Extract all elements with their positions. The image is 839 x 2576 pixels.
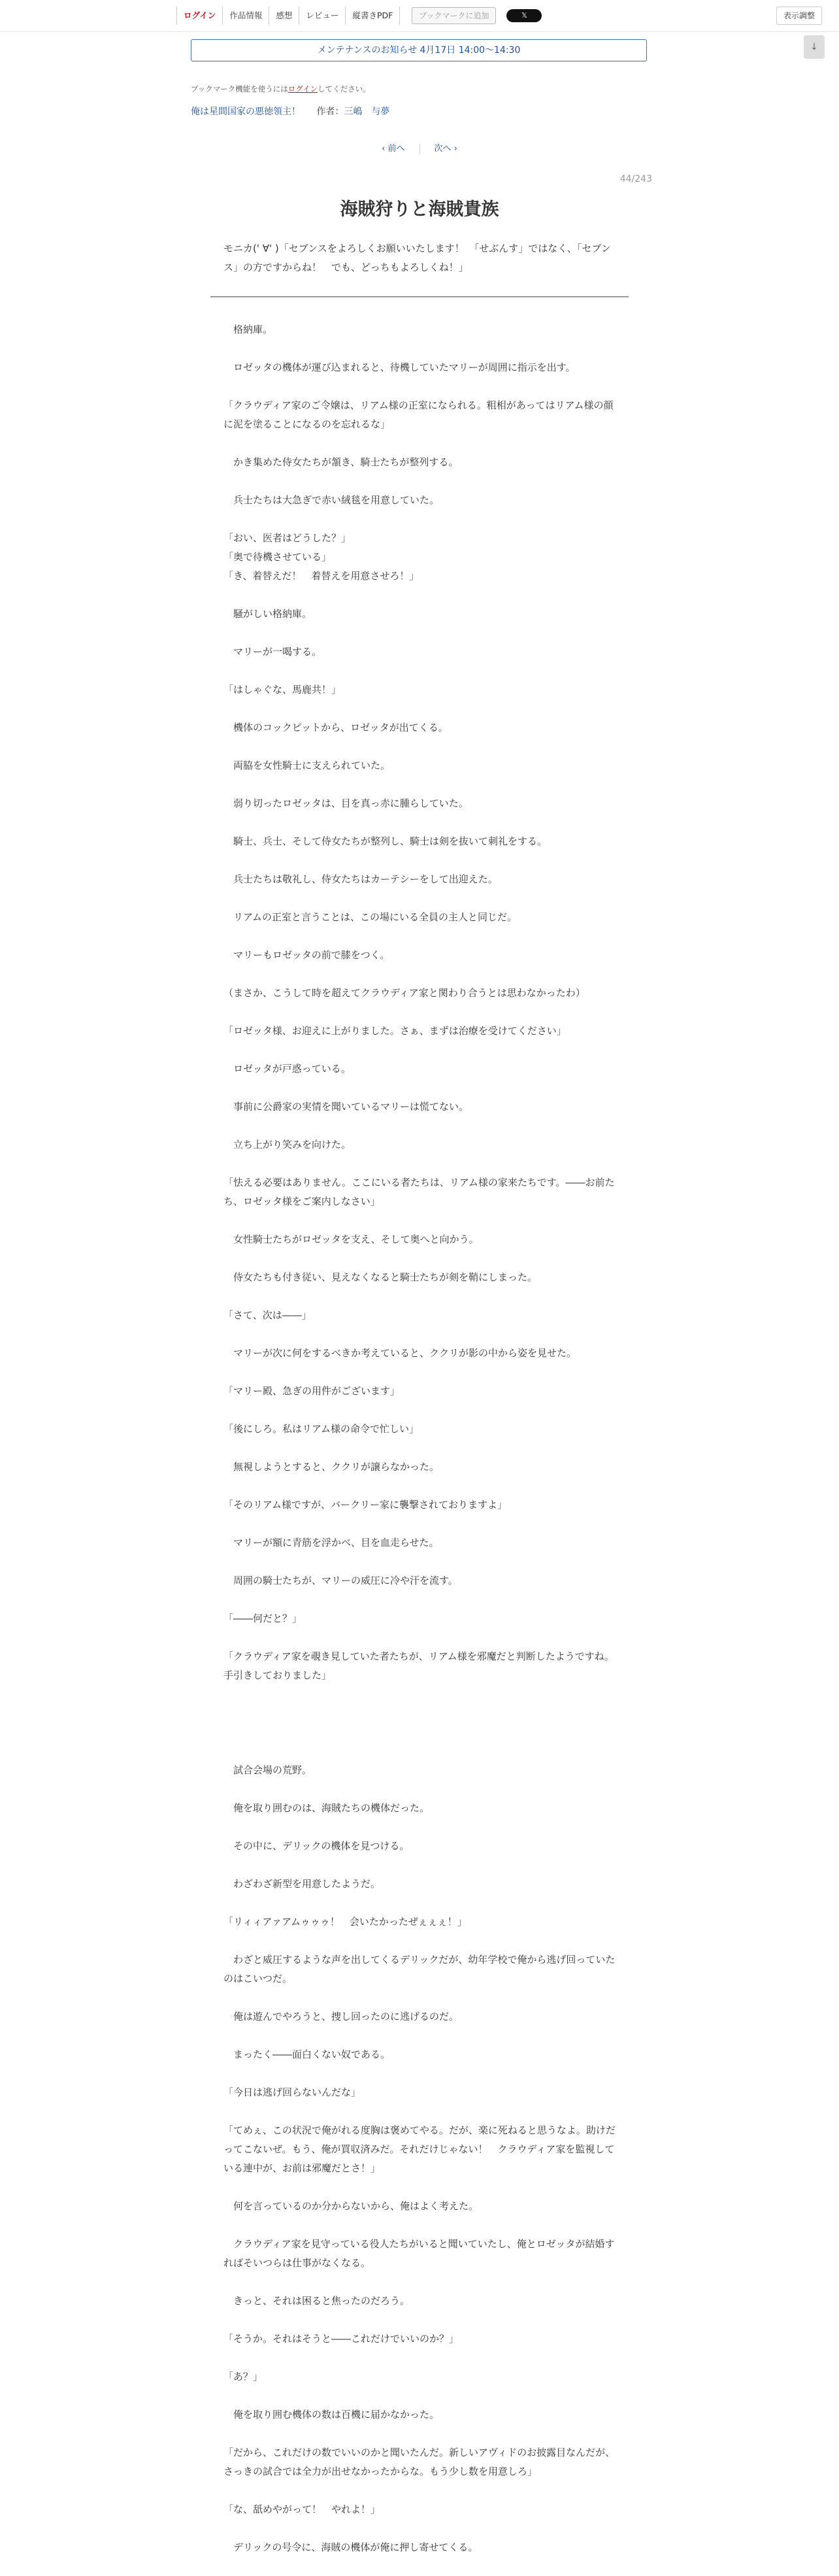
body-paragraph: 俺は遊んでやろうと、捜し回ったのに逃げるのだ。 — [223, 2011, 459, 2022]
body-paragraph: 女性騎士たちがロゼッタを支え、そして奥へと向かう。 — [223, 1233, 479, 1245]
login-link[interactable]: ログイン — [176, 7, 223, 25]
body-paragraph: かき集めた侍女たちが頷き、騎士たちが整列する。 — [223, 456, 459, 468]
scroll-down-button[interactable] — [804, 35, 825, 59]
body-paragraph: マリーが次に何をするべきか考えていると、ククリが影の中から姿を見せた。 — [223, 1347, 577, 1359]
body-paragraph: （まさか、こうして時を超えてクラウディア家と関わり合うとは思わなかったわ） — [223, 987, 585, 999]
body-paragraph: 無視しようとすると、ククリが譲らなかった。 — [223, 1461, 440, 1473]
body-paragraph: 立ち上がり笑みを向けた。 — [223, 1139, 352, 1150]
body-paragraph: 俺を取り囲む機体の数は百機に届かなかった。 — [223, 2409, 440, 2420]
x-share-button[interactable]: 𝕏 — [506, 9, 542, 22]
novel-title-link[interactable]: 俺は星間国家の悪徳領主！ — [191, 107, 301, 117]
body-paragraph: 「はしゃぐな、馬鹿共！」 — [223, 684, 342, 695]
novel-nav — [176, 7, 542, 25]
body-paragraph: クラウディア家を見守っている役人たちがいると聞いていたし、俺とロゼッタが結婚すればそいつらは仕事がなくなる。 — [223, 2238, 615, 2269]
body-paragraph: 兵士たちは敬礼し、侍女たちはカーテシーをして出迎えた。 — [223, 873, 498, 885]
body-paragraph: 騒がしい格納庫。 — [223, 608, 312, 620]
chapter-body — [223, 320, 616, 2576]
body-paragraph: きっと、それは困ると焦ったのだろう。 — [223, 2295, 410, 2307]
body-paragraph: まったく――面白くない奴である。 — [223, 2049, 391, 2060]
body-paragraph: わざと威圧するような声を出してくるデリックだが、幼年学校で俺から逃げ回っていたのはこいつだ。 — [223, 1954, 616, 1984]
body-paragraph: 「今日は逃げ回らないんだな」 — [223, 2086, 361, 2098]
body-paragraph: マリーが一喝する。 — [223, 646, 322, 658]
body-paragraph: 俺を取り囲むのは、海賊たちの機体だった。 — [223, 1802, 430, 1814]
add-bookmark-button[interactable]: ブックマークに追加 — [412, 7, 496, 24]
body-paragraph: 「そうか。それはそうと――これだけでいいのか？」 — [223, 2333, 459, 2345]
login-note-after: してください。 — [318, 84, 370, 93]
body-paragraph: マリーもロゼッタの前で膝をつく。 — [223, 949, 390, 961]
body-paragraph: 騎士、兵士、そして侍女たちが整列し、騎士は剣を抜いて刺礼をする。 — [223, 835, 548, 847]
body-paragraph: 事前に公爵家の実情を聞いているマリーは慌てない。 — [223, 1101, 469, 1112]
author-preface: モニカ(' ∀' )「セブンスをよろしくお願いいたします！ 「せぶんす」ではなく、「セブンス」の方ですからね！ でも、どっちもよろしくね！」 — [223, 243, 611, 273]
body-paragraph: 周囲の騎士たちが、マリーの威圧に冷や汗を流す。 — [223, 1575, 458, 1586]
body-paragraph: 「リィィアァアムゥゥゥ！ 会いたかったぜぇぇぇ！」 — [223, 1916, 467, 1928]
body-paragraph: 「さて、次は――」 — [223, 1309, 312, 1321]
display-settings-button[interactable]: 表示調整 — [776, 7, 822, 25]
review-link[interactable]: レビュー — [299, 7, 346, 25]
next-page-link[interactable]: 次へ › — [434, 144, 457, 154]
body-paragraph: リアムの正室と言うことは、この場にいる全員の主人と同じだ。 — [223, 911, 517, 923]
body-paragraph: マリーが額に青筋を浮かべ、目を血走らせた。 — [223, 1537, 439, 1548]
body-paragraph: デリックの号令に、海賊の機体が俺に押し寄せてくる。 — [223, 2541, 478, 2553]
login-note-before: ブックマーク機能を使うには — [191, 84, 288, 93]
body-paragraph: 兵士たちは大急ぎで赤い絨毯を用意していた。 — [223, 494, 440, 506]
author-label: 作者： — [316, 107, 344, 117]
body-paragraph: 「マリー殿、急ぎの用件がございます」 — [223, 1385, 401, 1397]
body-paragraph: 「ロゼッタ様、お迎えに上がりました。さぁ、まずは治療を受けてください」 — [223, 1025, 567, 1037]
body-paragraph: 「――何だと？」 — [223, 1613, 303, 1624]
maintenance-notice[interactable]: メンテナンスのお知らせ 4月17日 14:00～14:30 — [191, 39, 647, 61]
body-paragraph: 「おい、医者はどうした？」 「奥で待機させている」 「き、着替えだ！ 着替えを用意させろ！」 — [223, 532, 420, 582]
body-paragraph: 試合会場の荒野。 — [223, 1764, 312, 1776]
preface-divider — [210, 296, 629, 297]
body-paragraph: 機体のコックピットから、ロゼッタが出てくる。 — [223, 722, 448, 733]
bookmark-login-note — [191, 84, 370, 94]
impressions-link[interactable]: 感想 — [269, 7, 299, 25]
body-paragraph: 「あ？」 — [223, 2371, 263, 2383]
body-paragraph: 侍女たちも付き従い、見えなくなると騎士たちが剣を鞘にしまった。 — [223, 1271, 538, 1283]
body-paragraph: 「な、舐めやがって！ やれよ！」 — [223, 2503, 381, 2515]
body-paragraph: 「怯える必要はありません。ここにいる者たちは、リアム様の家来たちです。――お前たち、ロゼッタ様をご案内しなさい」 — [223, 1177, 615, 1207]
top-pager — [0, 141, 839, 154]
login-note-link[interactable]: ログイン — [288, 84, 318, 93]
body-paragraph: 「てめぇ、この状況で俺がれる度胸は褒めてやる。だが、楽に死ねると思うなよ。助けだってこないぜ。もう、俺が買収済みだ。それだけじゃない！ クラウディア家を監視している連中が、お前は邪魔だとさ！」 — [223, 2124, 616, 2174]
author-link[interactable]: 三嶋 与夢 — [344, 107, 390, 117]
body-paragraph: 格納庫。 — [223, 324, 273, 335]
body-paragraph: わざわざ新型を用意したようだ。 — [223, 1878, 381, 1890]
body-paragraph: 両脇を女性騎士に支えられていた。 — [223, 760, 391, 771]
vertical-pdf-link[interactable]: 縦書きPDF — [346, 7, 400, 25]
body-paragraph: 「そのリアム様ですが、バークリー家に襲撃されておりますよ」 — [223, 1499, 507, 1511]
body-paragraph: 「クラウディア家を覗き見していた者たちが、リアム様を邪魔だと判断したようですね。手引きしておりました」 — [223, 1650, 614, 1681]
body-paragraph: その中に、デリックの機体を見つける。 — [223, 1840, 410, 1852]
page-number: 44/243 — [619, 174, 652, 184]
body-paragraph: ロゼッタが戸惑っている。 — [223, 1063, 351, 1075]
novel-info — [191, 105, 389, 118]
body-paragraph: 「だから、これだけの数でいいのかと聞いたんだ。新しいアヴィドのお披露目なんだが、さっきの試合では全力が出せなかったからな。もう少し数を用意しろ」 — [223, 2447, 616, 2477]
site-header — [0, 0, 839, 32]
body-paragraph: 何を言っているのか分からないから、俺はよく考えた。 — [223, 2200, 479, 2212]
work-info-link[interactable]: 作品情報 — [223, 7, 269, 25]
body-paragraph: 「クラウディア家のご令嬢は、リアム様の正室になられる。粗相があってはリアム様の顔に泥を塗ることになるのを忘れるな」 — [223, 399, 614, 430]
body-paragraph: 「後にしろ。私はリアム様の命令で忙しい」 — [223, 1423, 419, 1435]
body-paragraph: ロゼッタの機体が運び込まれると、待機していたマリーが周囲に指示を出す。 — [223, 361, 576, 373]
prev-page-link[interactable]: ‹ 前へ — [382, 144, 405, 154]
chapter-title: 海賊狩りと海賊貴族 — [340, 199, 499, 220]
body-paragraph: 弱り切ったロゼッタは、目を真っ赤に腫らしていた。 — [223, 797, 469, 809]
arrow-down-icon: ↓ — [810, 42, 818, 52]
body-paragraph — [223, 1704, 616, 1723]
